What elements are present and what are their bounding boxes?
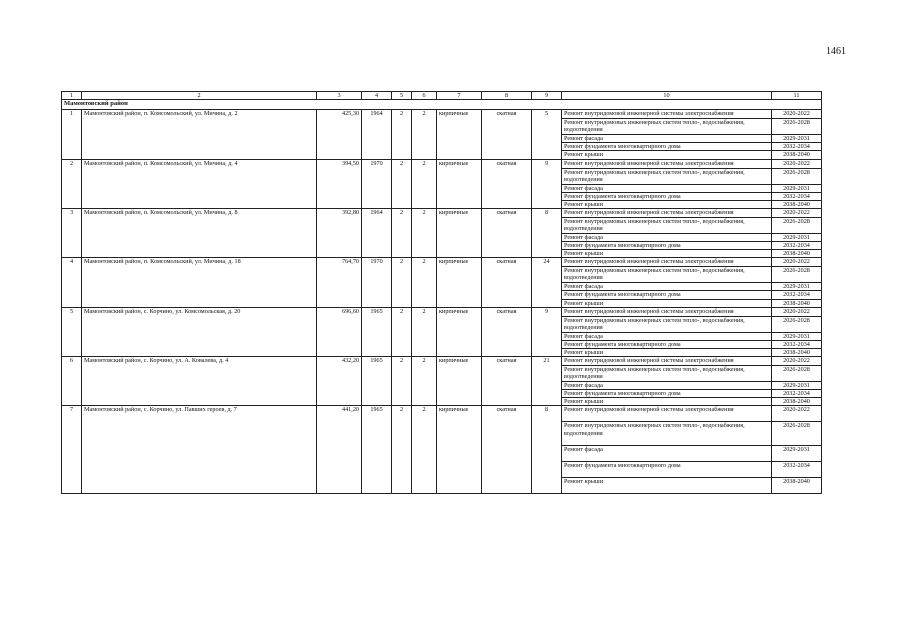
building-year: 1965 [362,357,392,406]
repair-period: 2032-2034 [772,390,822,398]
roof-type: скатная [482,307,532,356]
repair-schedule-table [61,91,822,494]
building-floors: 2 [392,357,412,406]
building-year: 1970 [362,258,392,307]
building-year: 1964 [362,208,392,257]
repair-period: 2032-2034 [772,340,822,348]
building-address: Мамонтовский район, с. Корчино, ул. Павших героев, д. 7 [82,406,317,494]
repair-work-type: Ремонт фасада [562,332,772,340]
repair-period: 2038-2040 [772,200,822,208]
repair-period: 2020-2022 [772,307,822,316]
building-year: 1964 [362,110,392,159]
apartment-count: 8 [532,406,562,494]
building-area: 425,30 [317,110,362,159]
column-header: 10 [562,92,772,100]
repair-period: 2026-2028 [772,422,822,446]
wall-material: кирпичные [437,110,482,159]
repair-period: 2038-2040 [772,398,822,406]
apartment-count: 24 [532,258,562,307]
wall-material: кирпичные [437,357,482,406]
repair-period: 2029-2031 [772,446,822,462]
apartment-count: 21 [532,357,562,406]
building-entrances: 2 [412,307,437,356]
repair-period: 2020-2022 [772,159,822,168]
building-floors: 2 [392,159,412,208]
repair-work-type: Ремонт внутридомовых инженерных систем тепло-, водоснабжения, водоотведения [562,366,772,382]
roof-type: скатная [482,406,532,494]
repair-work-type: Ремонт фасада [562,446,772,462]
table-row [62,406,822,422]
repair-period: 2026-2028 [772,168,822,184]
building-number: 5 [62,307,82,356]
repair-period: 2029-2031 [772,382,822,390]
repair-period: 2038-2040 [772,348,822,356]
repair-period: 2029-2031 [772,283,822,291]
building-address: Мамонтовский район, п. Комсомольский, ул. Мичина, д. 2 [82,110,317,159]
building-year: 1965 [362,307,392,356]
building-number: 3 [62,208,82,257]
repair-period: 2020-2022 [772,110,822,119]
building-address: Мамонтовский район, с. Корчино, ул. Комсомольская, д. 20 [82,307,317,356]
repair-work-type: Ремонт крыши [562,200,772,208]
building-entrances: 2 [412,406,437,494]
repair-period: 2038-2040 [772,299,822,307]
roof-type: скатная [482,159,532,208]
roof-type: скатная [482,357,532,406]
column-header: 4 [362,92,392,100]
column-header: 6 [412,92,437,100]
wall-material: кирпичные [437,159,482,208]
building-entrances: 2 [412,258,437,307]
repair-work-type: Ремонт внутридомовых инженерных систем тепло-, водоснабжения, водоотведения [562,119,772,135]
repair-work-type: Ремонт крыши [562,348,772,356]
column-header: 3 [317,92,362,100]
roof-type: скатная [482,110,532,159]
apartment-count: 5 [532,110,562,159]
repair-work-type: Ремонт крыши [562,299,772,307]
building-address: Мамонтовский район, п. Комсомольский, ул. Мичина, д. 18 [82,258,317,307]
building-floors: 2 [392,208,412,257]
repair-work-type: Ремонт фасада [562,135,772,143]
repair-work-type: Ремонт внутридомовой инженерной системы электроснабжения [562,406,772,422]
building-address: Мамонтовский район, п. Комсомольский, ул. Мичина, д. 4 [82,159,317,208]
column-header: 9 [532,92,562,100]
table-row [62,159,822,168]
column-header: 1 [62,92,82,100]
repair-period: 2038-2040 [772,250,822,258]
wall-material: кирпичные [437,307,482,356]
repair-work-type: Ремонт внутридомовой инженерной системы электроснабжения [562,307,772,316]
region-name: Мамонтовский район [62,100,822,110]
repair-work-type: Ремонт фасада [562,283,772,291]
building-entrances: 2 [412,357,437,406]
column-header: 5 [392,92,412,100]
repair-period: 2029-2031 [772,184,822,192]
repair-work-type: Ремонт внутридомовой инженерной системы электроснабжения [562,357,772,366]
building-number: 6 [62,357,82,406]
repair-period: 2026-2028 [772,316,822,332]
wall-material: кирпичные [437,406,482,494]
repair-work-type: Ремонт внутридомовой инженерной системы электроснабжения [562,208,772,217]
repair-period: 2032-2034 [772,143,822,151]
building-area: 432,20 [317,357,362,406]
repair-work-type: Ремонт внутридомовой инженерной системы электроснабжения [562,110,772,119]
building-number: 4 [62,258,82,307]
repair-work-type: Ремонт фундамента многоквартирного дома [562,291,772,299]
repair-work-type: Ремонт фундамента многоквартирного дома [562,192,772,200]
column-header: 11 [772,92,822,100]
roof-type: скатная [482,258,532,307]
column-header: 2 [82,92,317,100]
repair-work-type: Ремонт внутридомовых инженерных систем тепло-, водоснабжения, водоотведения [562,316,772,332]
repair-work-type: Ремонт крыши [562,398,772,406]
wall-material: кирпичные [437,258,482,307]
building-entrances: 2 [412,110,437,159]
column-number-row [62,92,822,100]
repair-period: 2026-2028 [772,366,822,382]
building-floors: 2 [392,307,412,356]
repair-work-type: Ремонт крыши [562,250,772,258]
apartment-count: 9 [532,307,562,356]
table-row [62,258,822,267]
column-header: 7 [437,92,482,100]
building-year: 1965 [362,406,392,494]
repair-work-type: Ремонт фасада [562,233,772,241]
apartment-count: 8 [532,208,562,257]
building-number: 2 [62,159,82,208]
repair-period: 2029-2031 [772,332,822,340]
table-body [62,92,822,494]
repair-work-type: Ремонт фундамента многоквартирного дома [562,390,772,398]
repair-period: 2026-2028 [772,267,822,283]
repair-period: 2020-2022 [772,406,822,422]
repair-period: 2020-2022 [772,258,822,267]
repair-period: 2032-2034 [772,192,822,200]
repair-work-type: Ремонт внутридомовых инженерных систем тепло-, водоснабжения, водоотведения [562,168,772,184]
building-floors: 2 [392,258,412,307]
building-number: 7 [62,406,82,494]
building-floors: 2 [392,406,412,494]
repair-work-type: Ремонт фундамента многоквартирного дома [562,340,772,348]
building-floors: 2 [392,110,412,159]
repair-period: 2032-2034 [772,291,822,299]
building-entrances: 2 [412,208,437,257]
roof-type: скатная [482,208,532,257]
table-row [62,208,822,217]
repair-period: 2026-2028 [772,119,822,135]
repair-work-type: Ремонт крыши [562,478,772,494]
apartment-count: 9 [532,159,562,208]
repair-period: 2029-2031 [772,233,822,241]
repair-period: 2038-2040 [772,478,822,494]
repair-period: 2032-2034 [772,242,822,250]
building-area: 696,60 [317,307,362,356]
repair-period: 2038-2040 [772,151,822,159]
repair-work-type: Ремонт внутридомовых инженерных систем тепло-, водоснабжения, водоотведения [562,422,772,446]
repair-period: 2026-2028 [772,217,822,233]
repair-period: 2032-2034 [772,462,822,478]
building-year: 1970 [362,159,392,208]
repair-work-type: Ремонт фундамента многоквартирного дома [562,143,772,151]
building-number: 1 [62,110,82,159]
table-row [62,357,822,366]
building-area: 441,20 [317,406,362,494]
repair-work-type: Ремонт внутридомовой инженерной системы электроснабжения [562,258,772,267]
repair-period: 2029-2031 [772,135,822,143]
repair-work-type: Ремонт фундамента многоквартирного дома [562,462,772,478]
table-row [62,110,822,119]
repair-period: 2020-2022 [772,357,822,366]
repair-work-type: Ремонт внутридомовых инженерных систем тепло-, водоснабжения, водоотведения [562,217,772,233]
building-address: Мамонтовский район, п. Комсомольский, ул. Мичина, д. 8 [82,208,317,257]
wall-material: кирпичные [437,208,482,257]
region-row [62,100,822,110]
repair-work-type: Ремонт фасада [562,184,772,192]
page-number: 1461 [826,46,846,57]
building-area: 764,70 [317,258,362,307]
repair-work-type: Ремонт внутридомовых инженерных систем тепло-, водоснабжения, водоотведения [562,267,772,283]
table-row [62,307,822,316]
building-entrances: 2 [412,159,437,208]
repair-work-type: Ремонт крыши [562,151,772,159]
building-area: 394,50 [317,159,362,208]
building-address: Мамонтовский район, с. Корчино, ул. А. Ковалева, д. 4 [82,357,317,406]
repair-period: 2020-2022 [772,208,822,217]
repair-work-type: Ремонт фундамента многоквартирного дома [562,242,772,250]
building-area: 392,80 [317,208,362,257]
repair-work-type: Ремонт фасада [562,382,772,390]
repair-work-type: Ремонт внутридомовой инженерной системы электроснабжения [562,159,772,168]
column-header: 8 [482,92,532,100]
